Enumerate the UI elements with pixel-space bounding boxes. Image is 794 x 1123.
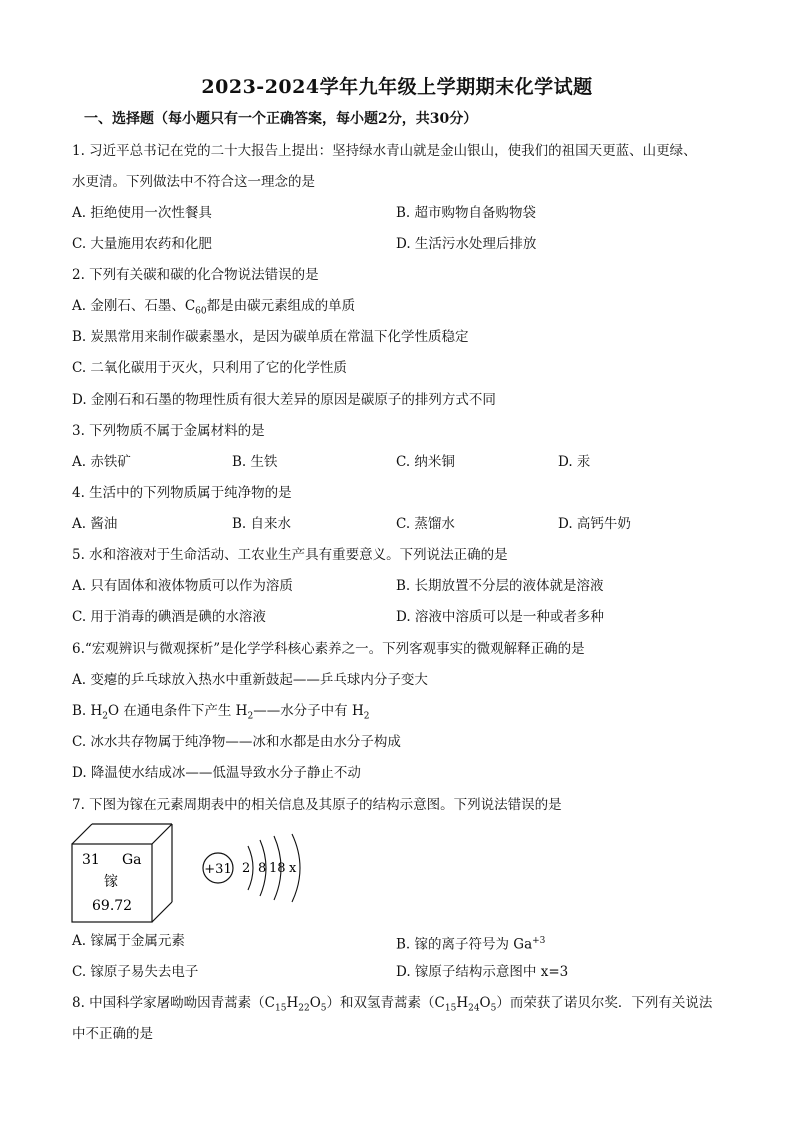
q4-option-c: C. 蒸馏水	[396, 516, 455, 532]
q3-option-c: C. 纳米铜	[396, 454, 455, 470]
q2-stem: 2. 下列有关碳和碳的化合物说法错误的是	[72, 267, 319, 283]
element-name: 镓	[104, 874, 118, 890]
q8-stem-line2: 中不正确的是	[72, 1026, 153, 1042]
q7-gallium-figure	[70, 822, 320, 926]
q4-stem: 4. 生活中的下列物质属于纯净物的是	[72, 485, 292, 501]
q5-option-b: B. 长期放置不分层的液体就是溶液	[396, 578, 604, 594]
element-symbol: Ga	[122, 852, 142, 868]
q1-stem-line2: 水更清。下列做法中不符合这一理念的是	[72, 174, 315, 190]
q6-option-d: D. 降温使水结成冰——低温导致水分子静止不动	[72, 765, 361, 781]
q3-option-a: A. 赤铁矿	[72, 454, 131, 470]
atomic-number: 31	[82, 852, 100, 868]
page-title: 2023-2024学年九年级上学期期末化学试题	[201, 76, 593, 98]
q7-option-a: A. 镓属于金属元素	[72, 933, 185, 949]
nucleus-charge: +31	[204, 862, 232, 877]
shell-count-3: 18	[269, 861, 286, 876]
q6-option-b: B. $H_2O$ 在通电条件下产生 $H_2——$水分子中有 $H_2$	[72, 703, 370, 722]
q2-option-d: D. 金刚石和石墨的物理性质有很大差异的原因是碳原子的排列方式不同	[72, 392, 496, 408]
q7-stem: 7. 下图为镓在元素周期表中的相关信息及其原子的结构示意图。下列说法错误的是	[72, 797, 562, 813]
q1-option-d: D. 生活污水处理后排放	[396, 236, 537, 252]
q4-option-d: D. 高钙牛奶	[558, 516, 631, 532]
section-heading: 一、选择题（每小题只有一个正确答案，每小题2分，共30分）	[84, 111, 478, 127]
q3-option-d: D. 汞	[558, 454, 591, 470]
q2-option-a: A. 金刚石、石墨、$C_{60}$都是由碳元素组成的单质	[72, 298, 356, 317]
shell-count-2: 8	[258, 861, 267, 876]
q2-option-c: C. 二氧化碳用于灭火，只利用了它的化学性质	[72, 360, 347, 376]
q8-stem-line1: 8. 中国科学家屠呦呦因青蒿素$(C_{15}H_{22}O_5)$和双氢青蒿素$(C_{15}H_{24}O_5)$而荣获了诺贝尔奖．下列有关说法	[72, 995, 713, 1014]
atom-structure-diagram	[203, 834, 300, 902]
q3-option-b: B. 生铁	[232, 454, 278, 470]
atomic-mass: 69.72	[92, 898, 133, 914]
shell-count-4: x	[289, 861, 297, 876]
q6-option-c: C. 冰水共存物属于纯净物——冰和水都是由水分子构成	[72, 734, 401, 750]
q5-option-a: A. 只有固体和液体物质可以作为溶质	[72, 578, 293, 594]
q7-option-c: C. 镓原子易失去电子	[72, 964, 199, 980]
q7-option-b: B. 镓的离子符号为 $Ga^{+3}$	[396, 936, 546, 953]
q6-stem: 6.“宏观辨识与微观探析”是化学学科核心素养之一。下列客观事实的微观解释正确的是	[72, 641, 585, 657]
q2-option-b: B. 炭黑常用来制作碳素墨水，是因为碳单质在常温下化学性质稳定	[72, 329, 469, 345]
q4-option-b: B. 自来水	[232, 516, 292, 532]
q1-option-a: A. 拒绝使用一次性餐具	[72, 205, 212, 221]
q5-stem: 5. 水和溶液对于生命活动、工农业生产具有重要意义。下列说法正确的是	[72, 547, 508, 563]
q3-stem: 3. 下列物质不属于金属材料的是	[72, 423, 265, 439]
q1-option-c: C. 大量施用农药和化肥	[72, 236, 212, 252]
shell-count-1: 2	[242, 861, 251, 876]
q1-option-b: B. 超市购物自备购物袋	[396, 205, 537, 221]
q6-option-a: A. 变瘪的乒乓球放入热水中重新鼓起——乒乓球内分子变大	[72, 672, 428, 688]
q4-option-a: A. 酱油	[72, 516, 118, 532]
q7-option-d: D. 镓原子结构示意图中 x=3	[396, 964, 569, 980]
q1-stem-line1: 1. 习近平总书记在党的二十大报告上提出：坚持绿水青山就是金山银山，使我们的祖国天更蓝、山更绿、	[72, 143, 697, 159]
q5-option-d: D. 溶液中溶质可以是一种或者多种	[396, 609, 604, 625]
q5-option-c: C. 用于消毒的碘酒是碘的水溶液	[72, 609, 266, 625]
